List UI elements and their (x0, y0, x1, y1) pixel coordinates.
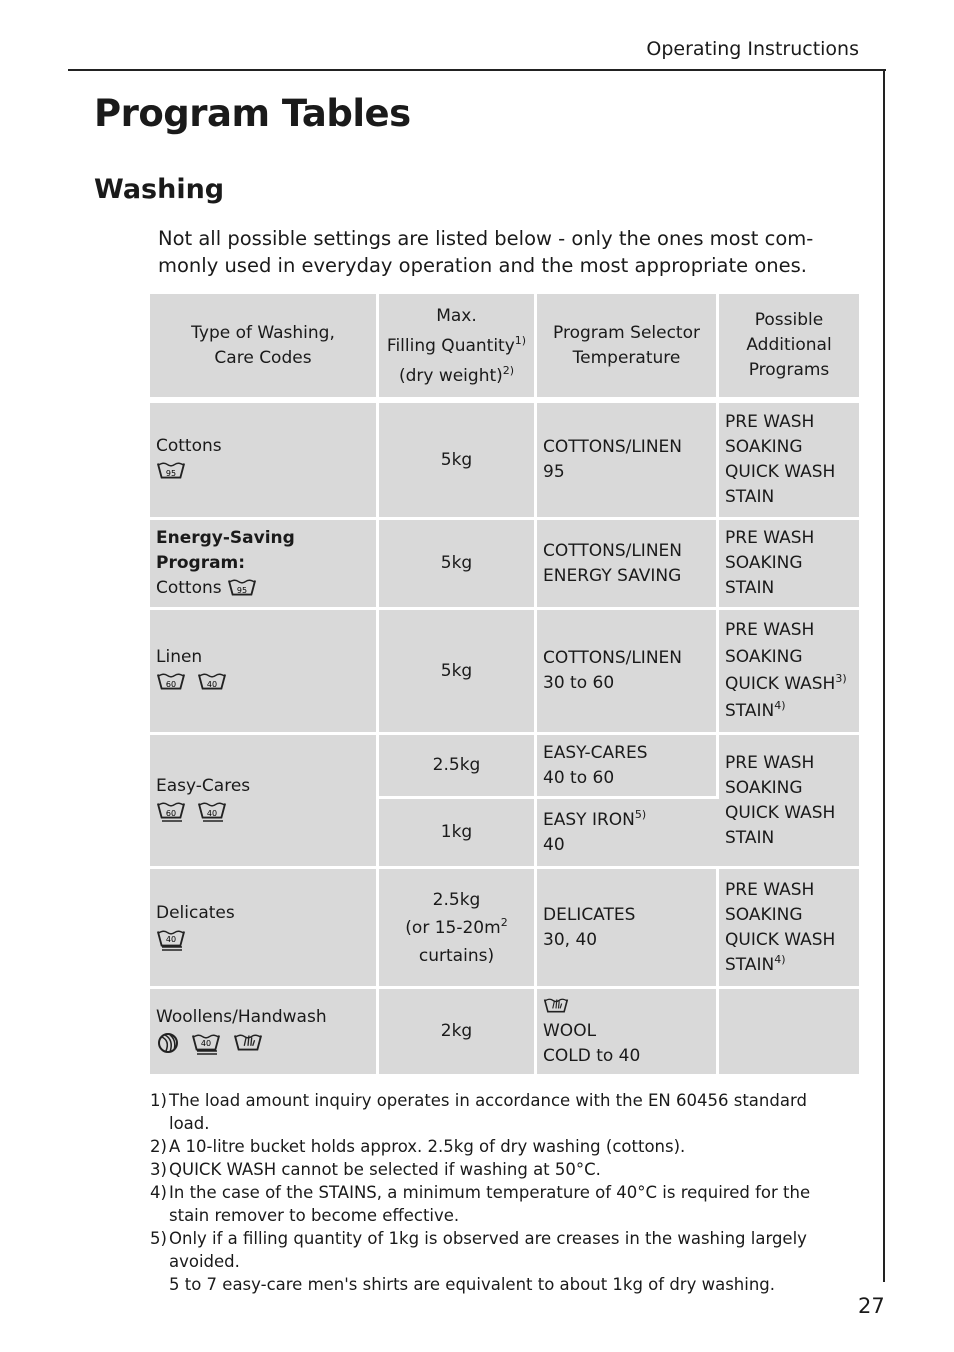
cell-type (150, 610, 379, 735)
care-codes (156, 670, 370, 698)
max-line: 2.5kg (432, 889, 481, 910)
footnote-ref: 3) (835, 672, 847, 685)
cell-additional (719, 989, 859, 1077)
cell-program (537, 799, 719, 869)
header-additional-line: Possible (754, 310, 824, 330)
cell-program (537, 520, 719, 610)
program-table (150, 294, 859, 1077)
additional-line: SOAKING (725, 904, 803, 925)
footnote-ref: 5) (634, 807, 647, 821)
max-line: curtains) (418, 945, 495, 966)
svg-text:40: 40 (165, 935, 177, 944)
additional-line: STAIN (725, 827, 775, 848)
wash-60-icon (156, 671, 186, 693)
cell-program (537, 610, 719, 735)
superscript: 2 (500, 915, 508, 929)
care-codes (156, 799, 370, 827)
wool-icon (156, 1031, 180, 1055)
program-line: 30, 40 (543, 929, 598, 950)
cell-max: 2.5kg (379, 735, 537, 799)
header-max-line: Filling Quantity (386, 335, 515, 356)
header-max-line: (dry weight) (398, 365, 503, 386)
additional-line: PRE WASH (725, 412, 815, 432)
footnote-number: 3) (150, 1160, 167, 1179)
running-header: Operating Instructions (646, 38, 859, 60)
footnote-ref: 1) (514, 333, 527, 347)
program-line: 40 (543, 834, 565, 855)
program-line: ENERGY SAVING (543, 565, 682, 586)
intro-paragraph (158, 225, 848, 279)
program-line: EASY IRON (543, 809, 635, 830)
max-line: (or 15-20m (405, 917, 501, 938)
footnote-number: 1) (150, 1091, 167, 1110)
footnote-number: 5) (150, 1229, 167, 1248)
table-row (150, 869, 859, 989)
footnote (150, 1181, 850, 1227)
footnote-text: In the case of the STAINS, a minimum temperature of 40°C is required for the stain remover to become effective. (169, 1183, 811, 1225)
cell-additional (719, 735, 859, 869)
header-max-line: Max. (436, 305, 477, 326)
svg-text:40: 40 (207, 679, 218, 689)
cell-additional (719, 520, 859, 610)
table-row (150, 989, 859, 1077)
cell-max: 1kg (379, 799, 537, 869)
cell-additional (719, 869, 859, 989)
header-max-quantity (379, 294, 537, 403)
header-type (150, 294, 379, 403)
cell-max: 5kg (379, 520, 537, 610)
program-line: 40 to 60 (543, 767, 615, 788)
type-label: Linen (156, 646, 203, 667)
cell-type (150, 989, 379, 1077)
wash-60-icon (156, 800, 186, 822)
intro-line: monly used in everyday operation and the most appropriate ones. (158, 254, 807, 277)
footnote-ref: 4) (774, 699, 786, 712)
cell-program (537, 989, 719, 1077)
cell-max: 5kg (379, 610, 537, 735)
cell-type (150, 869, 379, 989)
header-program-line: Program Selector (553, 322, 700, 343)
footnote-number: 4) (150, 1183, 167, 1202)
footnote-text: QUICK WASH cannot be selected if washing at 50°C. (169, 1160, 601, 1179)
program-line: EASY-CARES (543, 742, 648, 763)
footnote (150, 1089, 850, 1135)
svg-text:95: 95 (236, 586, 248, 595)
footnote (150, 1227, 850, 1273)
wash-40-gentle-icon (191, 1030, 221, 1056)
program-line: COTTONS/LINEN (543, 648, 682, 668)
header-type-line: Type of Washing, (191, 322, 335, 343)
additional-line: QUICK WASH (725, 462, 836, 482)
cell-max: 5kg (379, 403, 537, 520)
header-rule (68, 69, 886, 71)
additional-line: PRE WASH (725, 879, 815, 900)
additional-line: QUICK WASH (725, 674, 836, 694)
care-codes (156, 1030, 370, 1058)
header-additional-line: Additional (746, 335, 832, 355)
footnote-number: 2) (150, 1137, 167, 1156)
program-line: COTTONS/LINEN (543, 437, 682, 457)
additional-line: PRE WASH (725, 620, 815, 640)
footnote-ref: 2) (502, 363, 515, 377)
cell-additional (719, 403, 859, 520)
svg-text:40: 40 (207, 809, 218, 818)
footnote (150, 1135, 850, 1158)
program-line: 30 to 60 (543, 673, 615, 693)
header-program (537, 294, 719, 403)
additional-line: STAIN (725, 487, 775, 507)
footnote-text: A 10-litre bucket holds approx. 2.5kg of dry washing (cottons). (169, 1137, 686, 1156)
cell-max (379, 869, 537, 989)
wash-95-icon (227, 577, 257, 599)
handwash-icon (233, 1032, 263, 1054)
footnote-text: The load amount inquiry operates in accordance with the EN 60456 standard load. (169, 1091, 807, 1133)
additional-line: SOAKING (725, 647, 803, 667)
type-label-bold: Energy-Saving Program: (156, 528, 295, 573)
page-title: Program Tables (94, 92, 411, 135)
margin-rule (883, 69, 885, 1282)
type-label: Woollens/Handwash (156, 1007, 327, 1027)
additional-line: STAIN (725, 578, 775, 598)
table-row (150, 520, 859, 610)
wash-40-icon (197, 671, 227, 693)
section-title: Washing (94, 174, 225, 205)
table-row (150, 403, 859, 520)
additional-line: STAIN (725, 954, 775, 975)
type-label: Delicates (156, 903, 235, 923)
program-line: COLD to 40 (543, 1046, 641, 1066)
wash-40-gentle-icon (156, 926, 186, 952)
page-number: 27 (858, 1294, 885, 1318)
footnote-text: Only if a filling quantity of 1kg is observed are creases in the washing largely avoided. (169, 1229, 807, 1271)
svg-text:60: 60 (165, 809, 177, 818)
cell-max: 2kg (379, 989, 537, 1077)
table-row (150, 610, 859, 735)
cell-program (537, 735, 719, 799)
program-line: 95 (543, 462, 565, 482)
type-label: Cottons (156, 578, 222, 598)
care-codes (156, 926, 370, 954)
cell-type (150, 520, 379, 610)
header-additional-line: Programs (748, 360, 830, 380)
program-line: WOOL (543, 1021, 597, 1041)
handwash-icon (543, 995, 569, 1017)
footnote-ref: 4) (774, 952, 786, 966)
type-label: Cottons (156, 435, 222, 456)
additional-line: QUICK WASH (725, 802, 836, 823)
wash-40-icon (197, 800, 227, 822)
additional-line: PRE WASH (725, 528, 815, 548)
cell-type (150, 735, 379, 869)
header-program-line: Temperature (572, 347, 681, 368)
wash-95-icon (156, 460, 186, 482)
intro-line: Not all possible settings are listed below - only the ones most com- (158, 227, 814, 250)
additional-line: PRE WASH (725, 752, 815, 773)
footnotes (150, 1089, 850, 1296)
care-codes (156, 459, 370, 487)
footnote-extra: 5 to 7 easy-care men's shirts are equivalent to about 1kg of dry washing. (169, 1275, 776, 1294)
svg-text:95: 95 (165, 468, 177, 478)
header-additional (719, 294, 859, 403)
additional-line: SOAKING (725, 777, 803, 798)
svg-text:40: 40 (201, 1039, 212, 1048)
type-label: Easy-Cares (156, 776, 251, 796)
cell-type (150, 403, 379, 520)
additional-line: QUICK WASH (725, 929, 836, 950)
cell-program (537, 869, 719, 989)
footnote (150, 1158, 850, 1181)
svg-text:60: 60 (165, 679, 177, 689)
additional-line: SOAKING (725, 553, 803, 573)
header-type-line: Care Codes (214, 347, 312, 368)
cell-additional (719, 610, 859, 735)
additional-line: SOAKING (725, 437, 803, 457)
cell-program (537, 403, 719, 520)
program-line: DELICATES (543, 904, 636, 925)
additional-line: STAIN (725, 701, 775, 721)
table-header-row (150, 294, 859, 403)
table-row (150, 735, 859, 799)
program-line: COTTONS/LINEN (543, 540, 682, 561)
